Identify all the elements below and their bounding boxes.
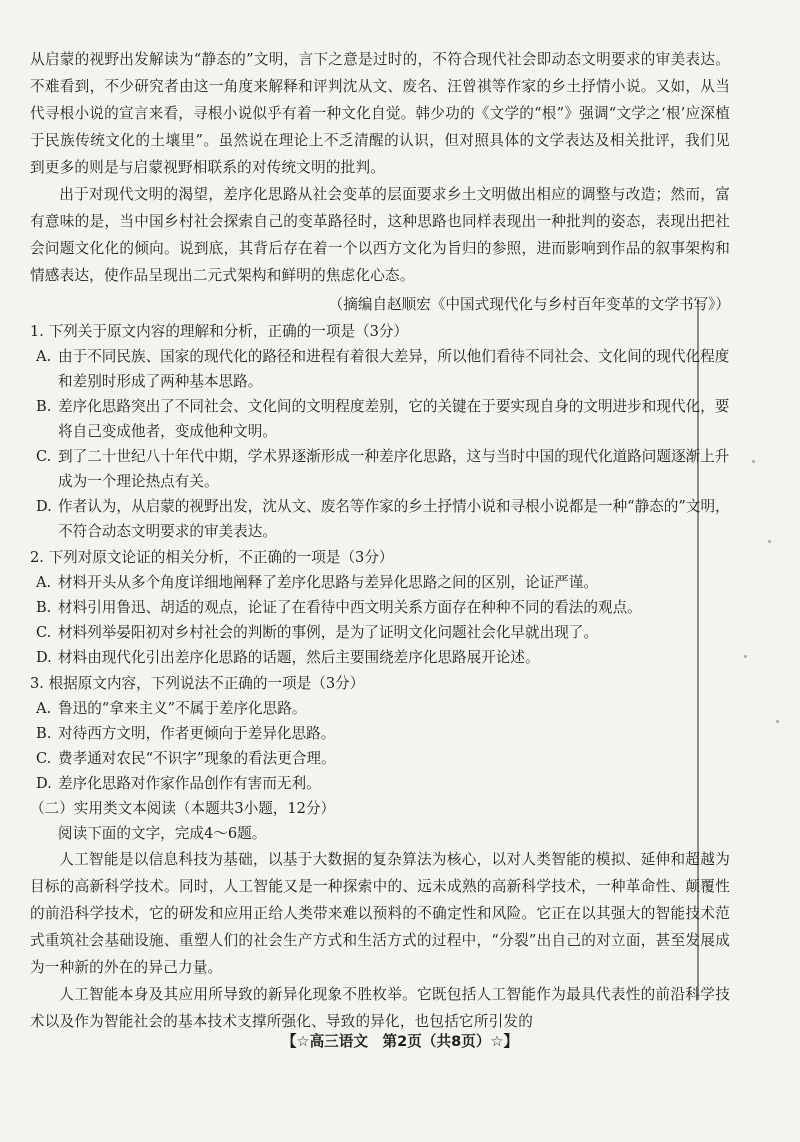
option-text: 材料开头从多个角度详细地阐释了差序化思路与差异化思路之间的区别，论证严谨。 <box>58 574 598 591</box>
question-2 <box>30 545 730 670</box>
passage-paragraph: 出于对现代文明的渴望，差序化思路从社会变革的层面要求乡土文明做出相应的调整与改造；然而，富有意味的是，当中国乡村社会探索自己的变革路径时，这种思路也同样表现出一种批判的姿态，表现出把社会问题文化化的倾向。说到底，其背后存在着一个以西方文化为旨归的参照，进而影响到作品的叙事架构和情感表达，使作品呈现出二元式架构和鲜明的焦虑化心态。 <box>30 186 730 284</box>
option-c[interactable] <box>30 444 730 494</box>
option-a[interactable] <box>30 696 730 721</box>
option-text: 材料列举晏阳初对乡村社会的判断的事例，是为了证明文化问题社会化早就出现了。 <box>58 624 598 641</box>
option-b[interactable] <box>30 721 730 746</box>
option-letter: A. <box>36 700 52 717</box>
page-footer: 【☆高三语文 第2页（共8页）☆】 <box>281 1033 519 1050</box>
option-b[interactable] <box>30 394 730 444</box>
passage-paragraph: 人工智能本身及其应用所导致的新异化现象不胜枚举。它既包括人工智能作为最具代表性的前沿科学技术以及作为智能社会的基本技术支撑所强化、导致的异化，也包括它所引发的 <box>30 986 730 1030</box>
option-text: 差序化思路突出了不同社会、文化间的文明程度差别，它的关键在于要实现自身的文明进步和现代化，要将自己变成他者，变成他种文明。 <box>58 398 730 440</box>
option-letter: D. <box>36 498 52 515</box>
question-1 <box>30 319 730 544</box>
page-content <box>30 46 730 1035</box>
option-b[interactable] <box>30 595 730 620</box>
option-text: 到了二十世纪八十年代中期，学术界逐渐形成一种差序化思路，这与当时中国的现代化道路问题逐渐上升成为一个理论热点有关。 <box>58 448 730 490</box>
option-letter: C. <box>36 750 52 767</box>
option-letter: D. <box>36 649 52 666</box>
section-title: （二）实用类文本阅读（本题共3小题，12分） <box>30 800 336 817</box>
option-letter: D. <box>36 775 52 792</box>
option-d[interactable] <box>30 494 730 544</box>
option-letter: C. <box>36 624 52 641</box>
option-letter: B. <box>36 599 52 616</box>
scan-speck <box>744 655 747 658</box>
option-text: 由于不同民族、国家的现代化的路径和进程有着很大差异，所以他们看待不同社会、文化间的现代化程度和差别时形成了两种基本思路。 <box>58 348 730 390</box>
passage-paragraph: 人工智能是以信息科技为基础，以基于大数据的复杂算法为核心，以对人类智能的模拟、延伸和超越为目标的高新科学技术。同时，人工智能又是一种探索中的、远未成熟的高新科学技术，一种革命性、颠覆性的前沿科学技术，它的研发和应用正给人类带来难以预料的不确定性和风险。它正在以其强大的智能技术范式重筑社会基础设施、重塑人们的社会生产方式和生活方式的过程中，“分裂”出自己的对立面，甚至发展成为一种新的外在的异己力量。 <box>30 851 730 976</box>
scan-speck <box>768 540 771 543</box>
passage-citation: （摘编自赵顺宏《中国式现代化与乡村百年变革的文学书写》） <box>328 296 730 313</box>
option-letter: B. <box>36 398 52 415</box>
option-text: 鲁迅的“拿来主义”不属于差序化思路。 <box>58 700 307 717</box>
question-stem: 1. 下列关于原文内容的理解和分析，正确的一项是（3分） <box>30 323 409 340</box>
option-letter: A. <box>36 574 52 591</box>
section-instructions: 阅读下面的文字，完成4～6题。 <box>58 825 267 842</box>
option-letter: C. <box>36 448 52 465</box>
scan-speck <box>776 720 779 723</box>
option-d[interactable] <box>30 645 730 670</box>
option-text: 作者认为，从启蒙的视野出发，沈从文、废名等作家的乡土抒情小说和寻根小说都是一种“静态的”文明，不符合动态文明要求的审美表达。 <box>58 498 730 540</box>
scan-speck <box>752 460 755 463</box>
option-c[interactable] <box>30 620 730 645</box>
option-text: 费孝通对农民“不识字”现象的看法更合理。 <box>58 750 336 767</box>
option-text: 材料由现代化引出差序化思路的话题，然后主要围绕差序化思路展开论述。 <box>58 649 540 666</box>
option-c[interactable] <box>30 746 730 771</box>
option-text: 差序化思路对作家作品创作有害而无利。 <box>58 775 321 792</box>
option-letter: A. <box>36 348 52 365</box>
option-letter: B. <box>36 725 52 742</box>
question-stem: 2. 下列对原文论证的相关分析，不正确的一项是（3分） <box>30 549 394 566</box>
question-stem: 3. 根据原文内容，下列说法不正确的一项是（3分） <box>30 675 365 692</box>
passage-paragraph: 从启蒙的视野出发解读为“静态的”文明，言下之意是过时的，不符合现代社会即动态文明要求的审美表达。不难看到，不少研究者由这一角度来解释和评判沈从文、废名、汪曾祺等作家的乡土抒情小说。又如，从当代寻根小说的宣言来看，寻根小说似乎有着一种文化自觉。韩少功的《文学的“根”》强调“文学之‘根’应深植于民族传统文化的土壤里”。虽然说在理论上不乏清醒的认识，但对照具体的文学表达及相关批评，我们见到更多的则是与启蒙视野相联系的对传统文明的批判。 <box>30 51 730 176</box>
option-a[interactable] <box>30 344 730 394</box>
option-text: 材料引用鲁迅、胡适的观点，论证了在看待中西文明关系方面存在种种不同的看法的观点。 <box>58 599 642 616</box>
option-text: 对待西方文明，作者更倾向于差异化思路。 <box>58 725 336 742</box>
option-d[interactable] <box>30 771 730 796</box>
option-a[interactable] <box>30 570 730 595</box>
question-3 <box>30 671 730 796</box>
